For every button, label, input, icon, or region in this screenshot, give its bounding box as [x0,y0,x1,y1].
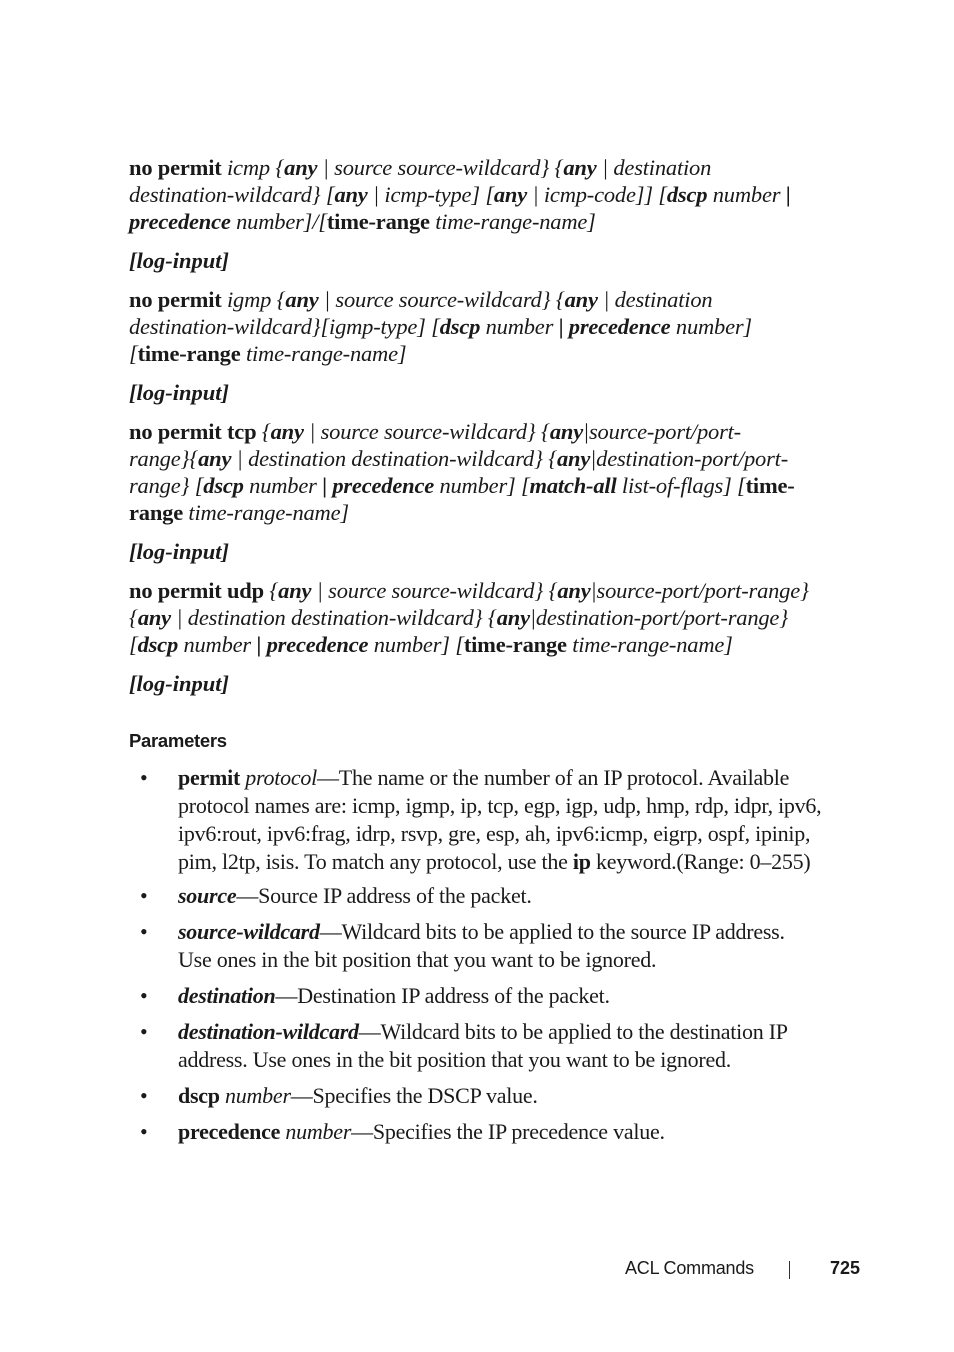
parameter-line: dscp number—Specifies the DSCP value. [178,1083,538,1108]
parameter-line: Use ones in the bit position that you want to be ignored. [178,947,657,972]
syntax-line: {any | destination destination-wildcard} {any|destination-port/port-range} [129,605,788,630]
syntax-line: range time-range-name] [129,500,349,525]
parameter-precedence [178,1118,868,1146]
parameter-destination-wildcard [178,1018,868,1074]
syntax-line: range} [dscp number | precedence number] [match-all list-of-flags] [time- [129,473,795,498]
syntax-udp [129,577,859,658]
syntax-line: destination-wildcard} [any | icmp-type] [any | icmp-code]] [dscp number | [129,182,791,207]
footer-chapter-title: ACL Commands [625,1258,754,1278]
bullet-icon: • [140,1019,148,1044]
log-input-option: [log-input] [129,248,230,273]
syntax-igmp [129,286,859,367]
syntax-icmp [129,154,859,235]
syntax-tcp [129,418,859,526]
parameter-line: ipv6:rout, ipv6:frag, idrp, rsvp, gre, esp, ah, ipv6:icmp, eigrp, ospf, ipinip, [178,821,811,846]
bullet-icon: • [140,983,148,1008]
parameter-line: pim, l2tp, isis. To match any protocol, use the ip keyword.(Range: 0–255) [178,849,811,874]
section-heading-parameters: Parameters [129,730,227,751]
syntax-line: no permit icmp {any | source source-wildcard} {any | destination [129,155,712,180]
syntax-line: destination-wildcard}[igmp-type] [dscp number | precedence number] [129,314,752,339]
syntax-line: no permit tcp {any | source source-wildcard} {any|source-port/port- [129,419,741,444]
log-input-option: [log-input] [129,671,230,696]
syntax-line: no permit igmp {any | source source-wildcard} {any | destination [129,287,713,312]
parameter-line: destination—Destination IP address of the packet. [178,983,610,1008]
parameter-line: source—Source IP address of the packet. [178,883,532,908]
parameter-dscp [178,1082,868,1110]
bullet-icon: • [140,1083,148,1108]
parameter-line: destination-wildcard—Wildcard bits to be applied to the destination IP [178,1019,788,1044]
bullet-icon: • [140,919,148,944]
parameter-source-wildcard [178,918,868,974]
parameter-permit-protocol [178,764,868,876]
parameter-line: address. Use ones in the bit position that you want to be ignored. [178,1047,731,1072]
parameter-line: protocol names are: icmp, igmp, ip, tcp, egp, igp, udp, hmp, rdp, idpr, ipv6, [178,793,822,818]
bullet-icon: • [140,765,148,790]
syntax-line: [dscp number | precedence number] [time-range time-range-name] [129,632,733,657]
syntax-line: no permit udp {any | source source-wildcard} {any|source-port/port-range} [129,578,809,603]
parameter-line: permit protocol—The name or the number of an IP protocol. Available [178,765,790,790]
footer-page-number: 725 [830,1258,861,1278]
parameter-destination [178,982,868,1010]
bullet-icon: • [140,883,148,908]
parameter-line: source-wildcard—Wildcard bits to be applied to the source IP address. [178,919,785,944]
footer-divider [789,1261,790,1279]
parameter-line: precedence number—Specifies the IP precedence value. [178,1119,665,1144]
syntax-line: range}{any | destination destination-wildcard} {any|destination-port/port- [129,446,788,471]
log-input-option: [log-input] [129,539,230,564]
syntax-line: [time-range time-range-name] [129,341,407,366]
bullet-icon: • [140,1119,148,1144]
log-input-option: [log-input] [129,380,230,405]
syntax-line: precedence number]/[time-range time-range-name] [129,209,596,234]
parameter-source [178,882,868,910]
